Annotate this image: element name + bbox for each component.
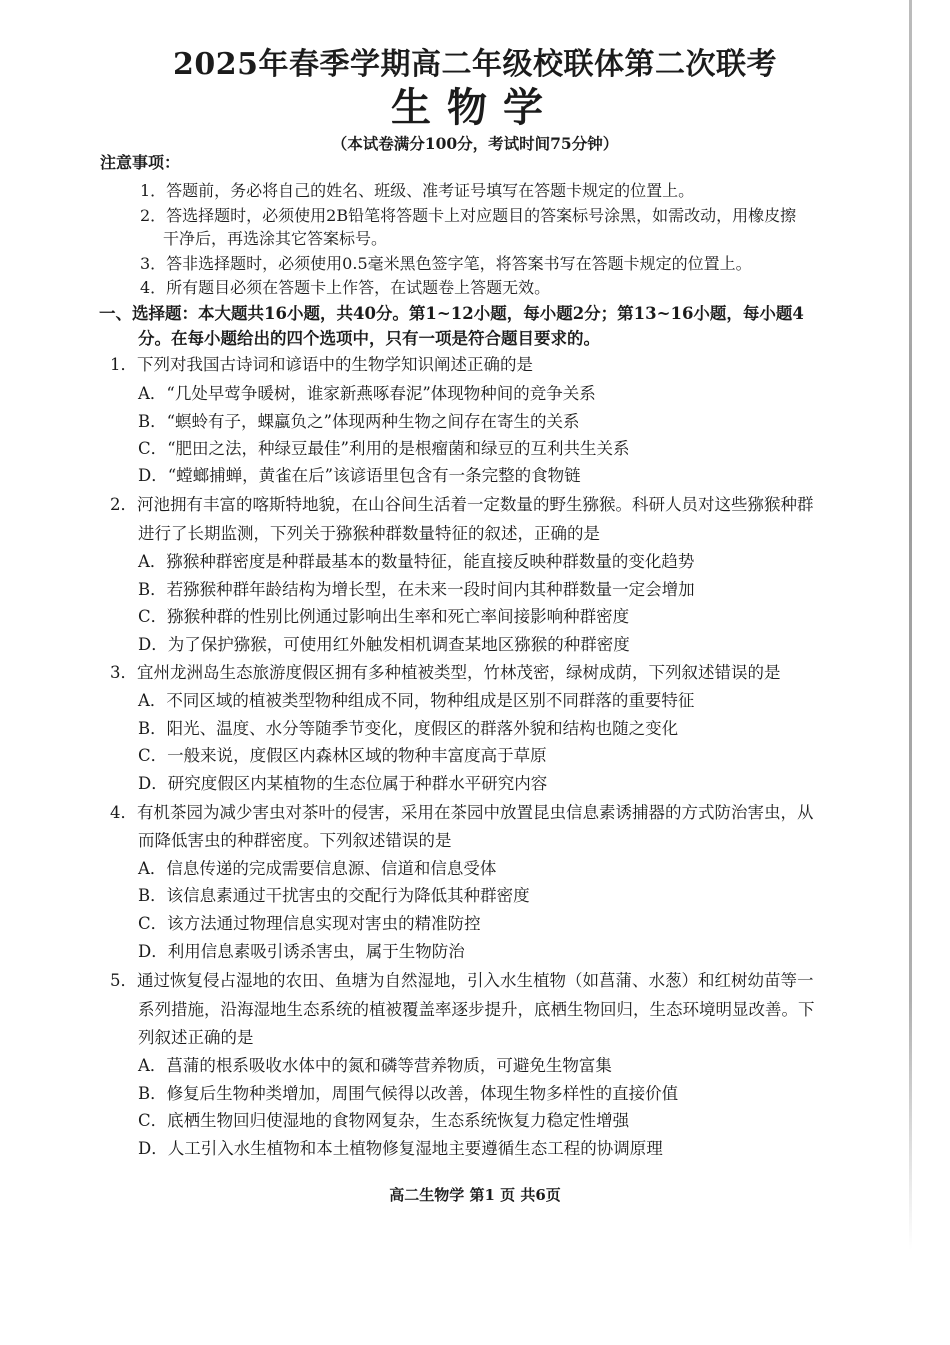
question-3-stem: 3．宜州龙洲岛生态旅游度假区拥有多种植被类型，竹林茂密，绿树成荫，下列叙述错误的是 <box>110 663 781 682</box>
question-1-option-b: B．“螟蛉有子，蜾蠃负之”体现两种生物之间存在寄生的关系 <box>138 412 580 431</box>
question-1-option-a: A．“几处早莺争暖树，谁家新燕啄春泥”体现物种间的竞争关系 <box>138 384 596 403</box>
subject-title: 生物学 <box>391 84 559 131</box>
question-4-option-c: C．该方法通过物理信息实现对害虫的精准防控 <box>138 914 481 933</box>
question-2-option-d: D．为了保护猕猴，可使用红外触发相机调查某地区猕猴的种群密度 <box>138 635 630 654</box>
notice-item-3: 3．答非选择题时，必须使用0.5毫米黑色签字笔，将答案书写在答题卡规定的位置上。 <box>140 254 752 273</box>
question-4-stem: 4．有机茶园为减少害虫对茶叶的侵害，采用在茶园中放置昆虫信息素诱捕器的方式防治害虫，从 <box>110 803 814 822</box>
question-5-stem: 5．通过恢复侵占湿地的农田、鱼塘为自然湿地，引入水生植物（如菖蒲、水葱）和红树幼苗等一 <box>110 971 814 990</box>
question-5-stem-cont-2: 列叙述正确的是 <box>138 1028 254 1047</box>
score-note: （本试卷满分100分，考试时间75分钟） <box>331 134 619 153</box>
question-3-option-d: D．研究度假区内某植物的生态位属于种群水平研究内容 <box>138 774 548 793</box>
notice-item-2-cont: 干净后，再选涂其它答案标号。 <box>163 229 388 248</box>
page-footer: 高二生物学 第1 页 共6页 <box>389 1186 561 1204</box>
exam-title: 2025年春季学期高二年级校联体第二次联考 <box>173 47 777 82</box>
notice-heading: 注意事项： <box>100 153 181 172</box>
question-3-option-b: B．阳光、温度、水分等随季节变化，度假区的群落外貌和结构也随之变化 <box>138 719 679 738</box>
notice-item-1: 1．答题前，务必将自己的姓名、班级、准考证号填写在答题卡规定的位置上。 <box>140 181 695 200</box>
question-4-option-d: D．利用信息素吸引诱杀害虫，属于生物防治 <box>138 942 465 961</box>
question-4-option-a: A．信息传递的完成需要信息源、信道和信息受体 <box>138 859 497 878</box>
question-5-option-a: A．菖蒲的根系吸收水体中的氮和磷等营养物质，可避免生物富集 <box>138 1056 612 1075</box>
question-5-stem-cont-1: 系列措施，沿海湿地生态系统的植被覆盖率逐步提升，底栖生物回归，生态环境明显改善。下 <box>138 1000 815 1019</box>
question-1-stem: 1．下列对我国古诗词和谚语中的生物学知识阐述正确的是 <box>110 355 533 374</box>
question-2-option-c: C．猕猴种群的性别比例通过影响出生率和死亡率间接影响种群密度 <box>138 607 630 626</box>
section-heading: 一、选择题：本大题共16小题，共40分。第1~12小题，每小题2分；第13~16小题，每小题4 <box>99 304 804 323</box>
question-5-option-d: D．人工引入水生植物和本土植物修复湿地主要遵循生态工程的协调原理 <box>138 1139 663 1158</box>
notice-item-2: 2．答选择题时，必须使用2B铅笔将答题卡上对应题目的答案标号涂黑，如需改动，用橡皮擦 <box>140 206 797 225</box>
question-1-option-d: D．“螳螂捕蝉，黄雀在后”该谚语里包含有一条完整的食物链 <box>138 466 581 485</box>
question-4-option-b: B．该信息素通过干扰害虫的交配行为降低其种群密度 <box>138 886 530 905</box>
question-4-stem-cont: 而降低害虫的种群密度。下列叙述错误的是 <box>138 831 452 850</box>
question-2-option-b: B．若猕猴种群年龄结构为增长型，在未来一段时间内其种群数量一定会增加 <box>138 580 695 599</box>
notice-item-4: 4．所有题目必须在答题卡上作答，在试题卷上答题无效。 <box>140 278 551 297</box>
question-5-option-c: C．底栖生物回归使湿地的食物网复杂，生态系统恢复力稳定性增强 <box>138 1111 630 1130</box>
question-2-option-a: A．猕猴种群密度是种群最基本的数量特征，能直接反映种群数量的变化趋势 <box>138 552 695 571</box>
section-heading-cont: 分。在每小题给出的四个选项中，只有一项是符合题目要求的。 <box>138 329 600 348</box>
question-3-option-a: A．不同区域的植被类型物种组成不同，物种组成是区别不同群落的重要特征 <box>138 691 695 710</box>
question-3-option-c: C．一般来说，度假区内森林区域的物种丰富度高于草原 <box>138 746 547 765</box>
question-1-option-c: C．“肥田之法，种绿豆最佳”利用的是根瘤菌和绿豆的互利共生关系 <box>138 439 630 458</box>
question-5-option-b: B．修复后生物种类增加，周围气候得以改善，体现生物多样性的直接价值 <box>138 1084 679 1103</box>
question-2-stem-cont: 进行了长期监测，下列关于猕猴种群数量特征的叙述，正确的是 <box>138 524 600 543</box>
question-2-stem: 2．河池拥有丰富的喀斯特地貌，在山谷间生活着一定数量的野生猕猴。科研人员对这些猕猴种群 <box>110 495 814 514</box>
